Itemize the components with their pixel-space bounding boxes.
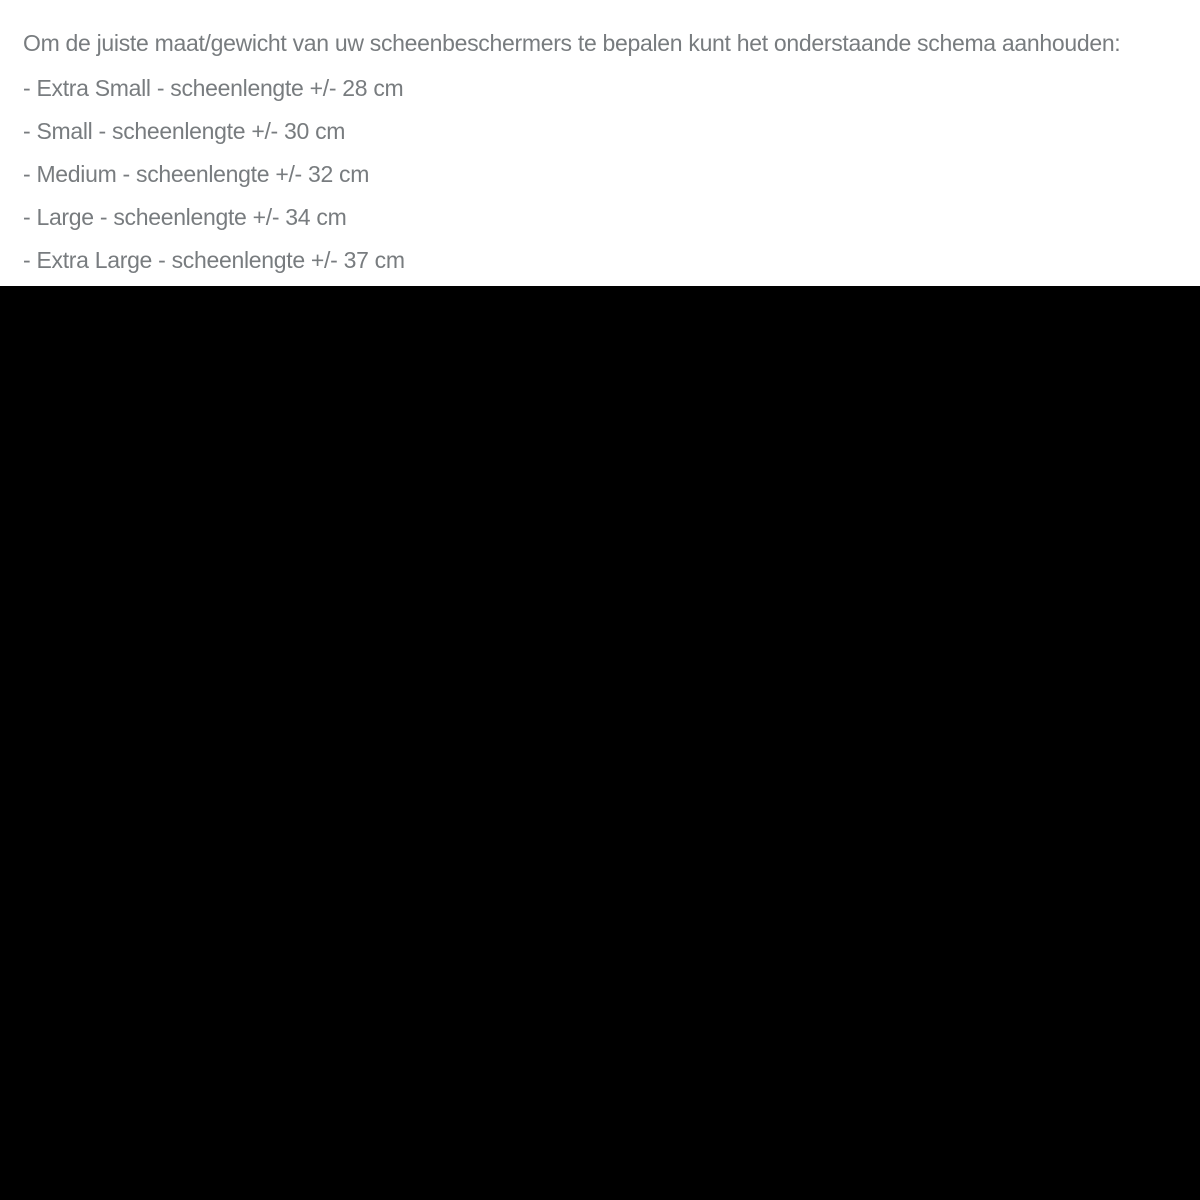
size-guide-intro: Om de juiste maat/gewicht van uw scheenbeschermers te bepalen kunt het onderstaande schema aanhouden: <box>23 30 1121 56</box>
size-item-small: - Small - scheenlengte +/- 30 cm <box>23 118 346 144</box>
black-area <box>0 286 1200 1200</box>
size-item-extra-small: - Extra Small - scheenlengte +/- 28 cm <box>23 75 404 101</box>
size-item-large: - Large - scheenlengte +/- 34 cm <box>23 204 347 230</box>
size-guide-section <box>0 0 1200 286</box>
size-item-extra-large: - Extra Large - scheenlengte +/- 37 cm <box>23 247 405 273</box>
size-item-medium: - Medium - scheenlengte +/- 32 cm <box>23 161 370 187</box>
